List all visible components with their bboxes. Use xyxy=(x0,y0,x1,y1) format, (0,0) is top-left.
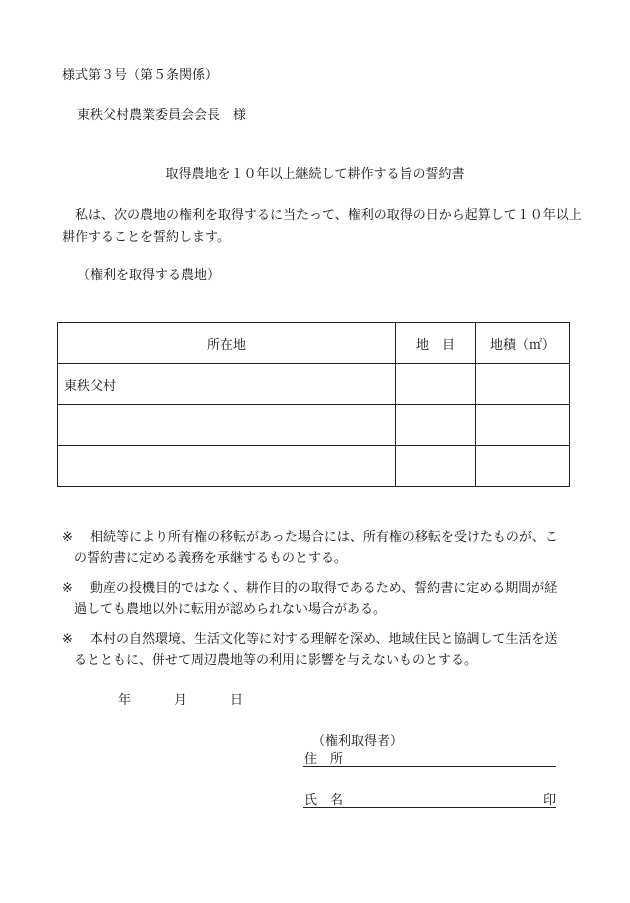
form-number: 様式第３号（第５条関係） xyxy=(62,68,219,83)
name-label: 氏 名 xyxy=(304,793,344,808)
note-mark: ※ xyxy=(62,632,73,647)
seal-mark: 印 xyxy=(542,793,556,808)
note-text xyxy=(62,578,582,620)
name-field[interactable] xyxy=(303,789,556,808)
note-line: 動産の投機目的ではなく、耕作目的の取得であるため、誓約書に定める期間が経 xyxy=(90,581,558,596)
land-table xyxy=(57,322,570,487)
cell-land-category[interactable] xyxy=(396,405,476,446)
table-row xyxy=(58,405,570,446)
cell-location[interactable]: 東秩父村 xyxy=(58,364,396,405)
date-month-label[interactable]: 月 xyxy=(174,693,188,708)
note-mark: ※ xyxy=(62,581,73,596)
note-line: 本村の自然環境、生活文化等に対する理解を深め、地域住民と協調して生活を送 xyxy=(90,632,558,647)
header-location: 所在地 xyxy=(58,323,396,364)
address-label: 住 所 xyxy=(304,752,344,767)
pledge-text: 私は、次の農地の権利を取得するに当たって、権利の取得の日から起算して１０年以上耕作することを誓約します。 xyxy=(62,208,582,245)
cell-location[interactable] xyxy=(58,405,396,446)
cell-location[interactable] xyxy=(58,446,396,487)
cell-area[interactable] xyxy=(476,446,570,487)
date-year-label[interactable]: 年 xyxy=(118,693,132,708)
address-field[interactable] xyxy=(303,748,556,767)
note-line: るとともに、併せて周辺農地等の利用に影響を与えないものとする。 xyxy=(74,653,478,668)
header-area: 地積（㎡） xyxy=(476,323,570,364)
table-row xyxy=(58,364,570,405)
document-title: 取得農地を１０年以上継続して耕作する旨の誓約書 xyxy=(165,167,465,182)
note-text xyxy=(62,629,582,671)
note-item xyxy=(62,578,582,620)
table-header-row xyxy=(58,323,570,364)
land-heading: （権利を取得する農地） xyxy=(77,268,221,283)
cell-area[interactable] xyxy=(476,405,570,446)
addressee: 東秩父村農業委員会会長 様 xyxy=(77,108,247,123)
note-line: 過しても農地以外に転用が認められない場合がある。 xyxy=(74,602,387,617)
cell-area[interactable] xyxy=(476,364,570,405)
date-line xyxy=(118,689,243,708)
note-item xyxy=(62,629,582,671)
note-line: の誓約書に定める義務を承継するものとする。 xyxy=(74,551,348,566)
applicant-label: （権利取得者） xyxy=(312,734,404,749)
date-day-label[interactable]: 日 xyxy=(230,693,244,708)
note-mark: ※ xyxy=(62,530,73,545)
cell-land-category[interactable] xyxy=(396,446,476,487)
header-land-category: 地 目 xyxy=(396,323,476,364)
cell-land-category[interactable] xyxy=(396,364,476,405)
note-text xyxy=(62,527,582,569)
note-item xyxy=(62,527,582,569)
table-row xyxy=(58,446,570,487)
note-line: 相続等により所有権の移転があった場合には、所有権の移転を受けたものが、こ xyxy=(90,530,558,545)
